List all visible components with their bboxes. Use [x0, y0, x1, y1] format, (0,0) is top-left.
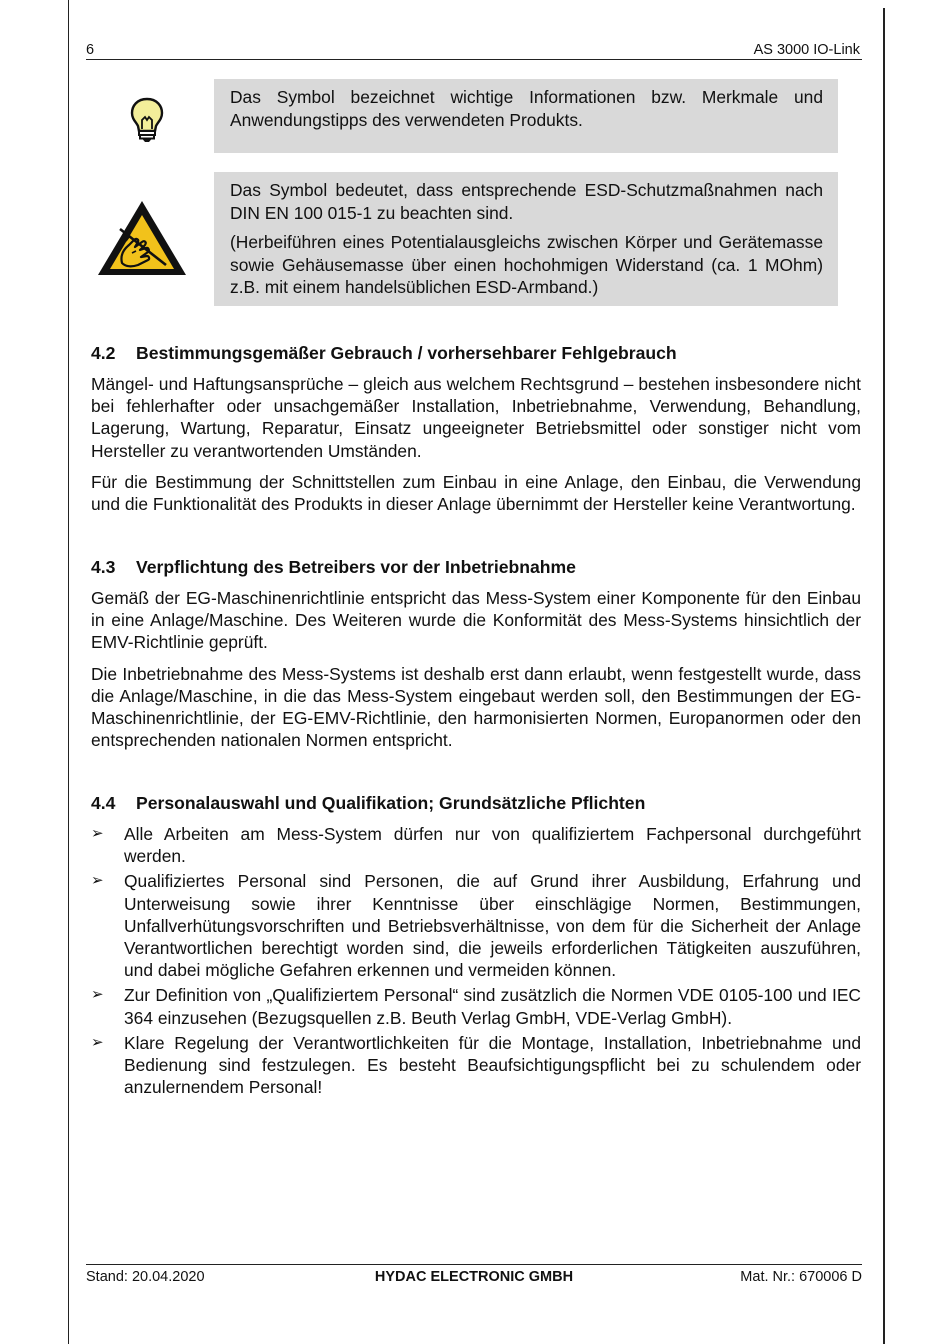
section-4-4 [91, 792, 861, 1101]
section-4-3 [91, 556, 861, 760]
paragraph: Mängel- und Haftungsansprüche – gleich aus welchem Rechtsgrund – bestehen insbesondere nicht bei fehlerhafter oder unsachgemäßer Installation, Inbetriebnahme, Verwendung, Behandlung, Lagerung, Wartung, Reparatur, Einsatz ungeeigneter Betriebsmittel oder sonstiger nicht vom Hersteller zu verantwortenden Umständen. [91, 374, 861, 461]
list-item-text: Klare Regelung der Verantwortlichkeiten für die Montage, Installation, Inbetriebnahme und Bedienung sind festzulegen. Es besteht Beaufsichtigungspflicht bei zu schulendem oder anzulernendem Personal! [124, 1032, 861, 1098]
section-heading [91, 556, 861, 578]
footer-company: HYDAC ELECTRONIC GMBH [374, 1269, 574, 1285]
header-rule [86, 59, 862, 60]
section-number: 4.3 [91, 557, 116, 577]
info-notice-box [214, 79, 838, 153]
footer-material-number: Mat. Nr.: 670006 D [740, 1269, 862, 1285]
esd-notice-detail: (Herbeiführen eines Potentialausgleichs zwischen Körper und Gerätemasse sowie Gehäusemasse über einen hochohmigen Widerstand (ca. 1 MOhm) z.B. mit einem handelsüblichen ESD-Armband.) [230, 232, 823, 297]
list-item-text: Qualifiziertes Personal sind Personen, die auf Grund ihrer Ausbildung, Erfahrung und Unterweisung sowie ihrer Kenntnisse über einschlägige Normen, Bestimmungen, Unfallverhütungsvorschriften und Betriebsverhältnisse, von dem für die Sicherheit der Anlage Verantwortlichen berechtigt worden sind, die jeweils erforderlichen Tätigkeiten auszuführen, und dabei mögliche Gefahren erkennen und vermeiden können. [124, 871, 861, 981]
arrow-bullet-icon: ➢ [91, 1033, 104, 1051]
section-heading [91, 342, 861, 364]
arrow-bullet-icon: ➢ [91, 825, 104, 842]
section-4-2 [91, 342, 861, 524]
section-title: Personalauswahl und Qualifikation; Grundsätzliche Pflichten [136, 793, 646, 813]
page-border-right [883, 8, 885, 1344]
section-title: Verpflichtung des Betreibers vor der Inbetriebnahme [136, 557, 576, 577]
footer-date: Stand: 20.04.2020 [86, 1269, 205, 1285]
esd-notice-text: Das Symbol bedeutet, dass entsprechende ESD-Schutzmaßnahmen nach DIN EN 100 015-1 zu beachten sind. [230, 180, 823, 223]
paragraph: Die Inbetriebnahme des Mess-Systems ist deshalb erst dann erlaubt, wenn festgestellt wurde, dass die Anlage/Maschine, in die das Mess-System eingebaut werden soll, den Bestimmungen der EG-Maschinenrichtlinie, der EG-EMV-Richtlinie, den harmonisierten Normen, Europanormen oder den entsprechenden nationalen Normen entspricht. [91, 663, 861, 751]
esd-notice-box [214, 172, 838, 306]
list-item [91, 870, 861, 981]
arrow-bullet-icon: ➢ [91, 872, 104, 890]
list-item-text: Alle Arbeiten am Mess-System dürfen nur von qualifiziertem Fachpersonal durchgeführt werden. [124, 824, 861, 867]
document-title: AS 3000 IO-Link [753, 42, 860, 58]
section-heading [91, 792, 861, 814]
list-item [91, 823, 861, 867]
lightbulb-icon [128, 96, 166, 144]
page-border-left [68, 0, 69, 1344]
footer-rule [86, 1264, 862, 1265]
list-item [91, 984, 861, 1028]
paragraph: Für die Bestimmung der Schnittstellen zum Einbau in eine Anlage, den Einbau, die Verwendung und die Funktionalität des Produkts in dieser Anlage übernimmt der Hersteller keine Verantwortung. [91, 471, 861, 515]
paragraph: Gemäß der EG-Maschinenrichtlinie entspricht das Mess-System einer Komponente für den Einbau in eine Anlage/Maschine. Des Weiteren wurde die Konformität des Mess-Systems hinsichtlich der EMV-Richtlinie geprüft. [91, 588, 861, 653]
list-item [91, 1032, 861, 1099]
duties-list [91, 823, 861, 1098]
info-notice-text: Das Symbol bezeichnet wichtige Informationen bzw. Merkmale und Anwendungstipps des verwendeten Produkts. [230, 87, 823, 130]
page-number: 6 [86, 42, 95, 58]
section-title: Bestimmungsgemäßer Gebrauch / vorhersehbarer Fehlgebrauch [136, 343, 677, 363]
section-number: 4.2 [91, 343, 116, 363]
esd-warning-icon [96, 199, 188, 277]
page-header [86, 42, 860, 60]
page-footer [86, 1269, 862, 1289]
list-item-text: Zur Definition von „Qualifiziertem Personal“ sind zusätzlich die Normen VDE 0105-100 und IEC 364 einzusehen (Bezugsquellen z.B. Beuth Verlag GmbH, VDE-Verlag GmbH). [124, 985, 861, 1028]
section-number: 4.4 [91, 793, 116, 813]
arrow-bullet-icon: ➢ [91, 986, 104, 1004]
